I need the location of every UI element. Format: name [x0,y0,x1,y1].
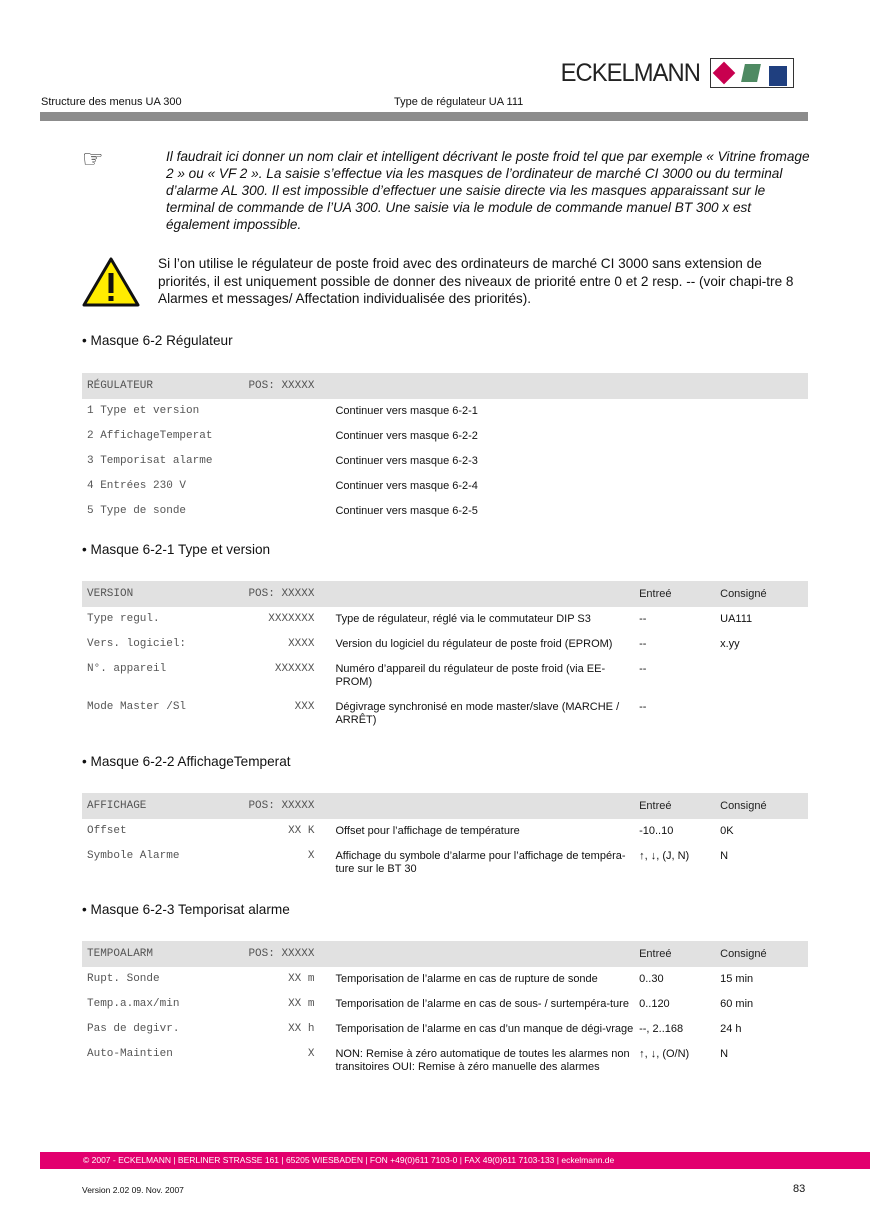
table-cell [720,405,808,418]
note-text: Il faudrait ici donner un nom clair et intelligent décrivant le poste froid tel que par exemple « Vitrine fromage 2 » ou « VF 2 ». La saisie s’effectue via les masques de l’ordinateur de marché CI 3000 ou du terminal d’alarme AL 300. Il est impossible d’effectuer une saisie directe via les masques apparaissant sur le terminal de commande de l’UA 300. Une saisie via le module de commande manuel BT 300 x est également impossible. [166,149,810,232]
table-header [82,793,808,819]
table-cell [639,455,720,468]
table-cell: Temp.a.max/min [87,998,180,1010]
table-cell: 5 Type de sonde [87,505,187,517]
table-cell: VERSION [87,588,134,600]
table-cell: Rupt. Sonde [87,973,160,985]
table-cell: Continuer vers masque 6-2-3 [335,455,478,467]
table-cell: Entreé [639,800,672,812]
section-heading: • Masque 6-2-3 Temporisat alarme [82,902,290,917]
table-cell: -- [639,638,647,650]
table-cell: XXXX [288,638,315,650]
table-row [82,695,808,733]
table-cell: Symbole Alarme [87,850,180,862]
header-center: Type de régulateur UA 111 [394,96,524,108]
section-heading: • Masque 6-2-2 AffichageTemperat [82,754,291,769]
table-cell: Continuer vers masque 6-2-5 [335,505,478,517]
logo-mark-icon [710,58,794,88]
table-cell: AFFICHAGE [87,800,147,812]
table-cell: XXX [294,701,315,713]
table-header [82,941,808,967]
table-cell: Consigné [720,948,767,960]
table-header [82,373,808,399]
table-cell: 0..120 [639,998,670,1010]
table-row [82,449,808,474]
table-cell: 60 min [720,998,754,1010]
table-cell: TEMPOALARM [87,948,154,960]
table-cell: Continuer vers masque 6-2-2 [335,430,478,442]
table-cell: Affichage du symbole d’alarme pour l’affichage de tempéra-ture sur le BT 30 [335,850,626,875]
table-row [82,992,808,1017]
table-cell: XXXXXXX [268,613,315,625]
table-cell [639,480,720,493]
table-cell: --, 2..168 [639,1023,684,1035]
table-cell [233,430,314,443]
table-row [82,399,808,424]
table-cell: Temporisation de l’alarme en cas de sous- / surtempéra-ture [335,998,629,1010]
table-cell: Vers. logiciel: [87,638,187,650]
table-cell: ↑, ↓, (O/N) [639,1048,690,1060]
table-cell [233,405,314,418]
table-cell: POS: XXXXX [248,588,315,600]
table-cell [639,405,720,418]
table-cell: -- [639,613,647,625]
table-cell: -- [639,701,647,713]
table-cell [233,505,314,518]
table-row [82,424,808,449]
table-cell: XX m [288,998,315,1010]
table-cell [720,701,808,727]
table-cell: Numéro d’appareil du régulateur de poste froid (via EE-PROM) [335,663,606,688]
table-cell: Pas de degivr. [87,1023,180,1035]
table-cell: POS: XXXXX [248,380,315,392]
header-left: Structure des menus UA 300 [41,96,182,108]
table-row [82,967,808,992]
table-cell: Continuer vers masque 6-2-4 [335,480,478,492]
table-row [82,657,808,695]
table-cell: 3 Temporisat alarme [87,455,213,467]
table-cell: XX K [288,825,315,837]
table-row [82,844,808,882]
section-heading: • Masque 6-2-1 Type et version [82,542,271,557]
pointing-hand-icon: ☞ [82,146,104,173]
table-cell: Offset pour l’affichage de température [335,825,520,837]
warning-text: Si l’on utilise le régulateur de poste froid avec des ordinateurs de marché CI 3000 sans extension de priorités, il est uniquement possible de donner des niveaux de priorité entre 0 et 2 resp. -- (voir chapi-tre 8 Alarmes et messages/ Affectation individualisée des priorités). [158,256,794,306]
page-number: 83 [793,1183,806,1195]
mask-table [82,373,808,524]
table-cell [720,480,808,493]
table-cell [639,430,720,443]
table-cell: Dégivrage synchronisé en mode master/slave (MARCHE / ARRÊT) [335,701,620,726]
table-cell: 1 Type et version [87,405,200,417]
mask-table [82,581,808,733]
table-cell: Offset [87,825,127,837]
table-cell: -10..10 [639,825,674,837]
table-cell: Version du logiciel du régulateur de poste froid (EPROM) [335,638,613,650]
table-cell: Type de régulateur, réglé via le commutateur DIP S3 [335,613,591,625]
table-cell: 2 AffichageTemperat [87,430,213,442]
section-heading: • Masque 6-2 Régulateur [82,333,233,348]
table-cell [233,480,314,493]
table-cell: Type regul. [87,613,160,625]
table-cell: POS: XXXXX [248,948,315,960]
table-row [82,499,808,524]
table-cell: UA111 [720,613,753,625]
table-cell: Mode Master /Sl [87,701,187,713]
table-row [82,632,808,657]
table-cell: Entreé [639,588,672,600]
table-cell: N [720,1048,729,1060]
table-cell: Consigné [720,800,767,812]
table-cell: Auto-Maintien [87,1048,173,1060]
table-cell [720,663,808,689]
table-cell: NON: Remise à zéro automatique de toutes les alarmes non transitoires OUI: Remise à zéro manuelle des alarmes [335,1048,630,1073]
table-cell: Continuer vers masque 6-2-1 [335,405,478,417]
table-cell: RÉGULATEUR [87,380,154,392]
mask-table [82,793,808,882]
table-cell: XX m [288,973,315,985]
footer-address: © 2007 - ECKELMANN | BERLINER STRASSE 161 | 65205 WIESBADEN | FON +49(0)611 7103-0 | FAX 49(0)611 7103-133 | eckelmann.de [40,1152,870,1169]
table-cell: X [307,850,315,862]
table-cell: XXXXXX [274,663,315,675]
table-cell: XX h [288,1023,315,1035]
table-cell: Entreé [639,948,672,960]
table-cell: Temporisation de l’alarme en cas de rupture de sonde [335,973,598,985]
warning-icon [82,256,140,308]
table-cell [233,455,314,468]
brand-name: ECKELMANN [560,58,700,87]
table-cell [720,430,808,443]
table-cell: N [720,850,729,862]
table-row [82,1042,808,1080]
table-cell: N°. appareil [87,663,167,675]
table-cell: -- [639,663,647,675]
table-cell: POS: XXXXX [248,800,315,812]
table-cell: 15 min [720,973,754,985]
table-cell: 0..30 [639,973,664,985]
table-cell: Temporisation de l’alarme en cas d’un manque de dégi-vrage [335,1023,634,1035]
table-cell: Consigné [720,588,767,600]
table-row [82,607,808,632]
table-row [82,1017,808,1042]
table-cell: 24 h [720,1023,742,1035]
eckelmann-logo [557,58,794,88]
table-cell [639,505,720,518]
header-divider [40,112,808,121]
table-cell: X [307,1048,315,1060]
table-cell: 4 Entrées 230 V [87,480,187,492]
table-cell [720,455,808,468]
table-cell: x.yy [720,638,740,650]
table-cell [720,505,808,518]
footer-version: Version 2.02 09. Nov. 2007 [82,1185,184,1195]
table-row [82,474,808,499]
table-header [82,581,808,607]
table-cell: ↑, ↓, (J, N) [639,850,690,862]
table-row [82,819,808,844]
mask-table [82,941,808,1080]
table-cell: 0K [720,825,734,837]
